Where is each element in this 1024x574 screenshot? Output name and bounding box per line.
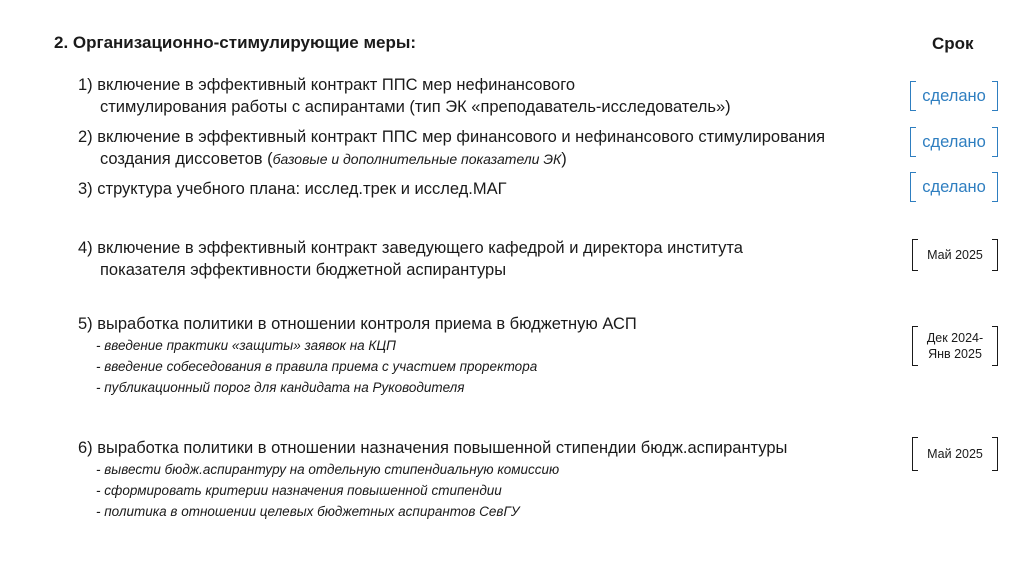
measure-item-3	[78, 178, 507, 200]
section-heading: 2. Организационно-стимулирующие меры:	[54, 33, 417, 52]
measure-item-2-line1: 2) включение в эффективный контракт ППС мер финансового и нефинансового стимулирования	[78, 128, 826, 146]
measure-item-1-line1: 1) включение в эффективный контракт ППС мер нефинансового	[78, 76, 576, 94]
measure-item-2-line2: создания диссоветов (базовые и дополнительные показатели ЭК)	[100, 150, 567, 168]
status-badge-item-3: сделано	[910, 172, 998, 202]
measure-item-5-sub-2: - введение собеседования в правила приема с участием проректора	[96, 359, 538, 374]
status-item-5-line2: Янв 2025	[928, 347, 982, 361]
status-item-5-line1: Дек 2024-	[926, 331, 984, 345]
measure-item-4-line1: 4) включение в эффективный контракт заведующего кафедрой и директора института	[78, 239, 743, 257]
measure-item-6	[78, 437, 787, 522]
measure-item-5-line1: 5) выработка политики в отношении контроля приема в бюджетную АСП	[78, 315, 637, 333]
status-badge-item-5	[912, 326, 998, 366]
deadline-column-header: Срок	[932, 34, 974, 53]
status-badge-item-4: Май 2025	[912, 239, 998, 271]
measure-item-6-sub-2: - сформировать критерии назначения повышенной стипендии	[96, 483, 502, 498]
measure-item-4-line2: показателя эффективности бюджетной аспирантуры	[100, 261, 507, 279]
measure-item-6-sub-3: - политика в отношении целевых бюджетных аспирантов СевГУ	[96, 504, 520, 519]
measure-item-6-sub-1: - вывести бюдж.аспирантуру на отдельную стипендиальную комиссию	[96, 462, 560, 477]
measure-item-5	[78, 313, 637, 398]
measure-item-4	[78, 237, 743, 281]
measure-item-1	[78, 74, 731, 118]
measure-item-2	[78, 126, 825, 170]
measure-item-1-line2: стимулирования работы с аспирантами (тип ЭК «преподаватель-исследователь»)	[100, 98, 731, 116]
status-badge-item-1: сделано	[910, 81, 998, 111]
measure-item-5-sub-3: - публикационный порог для кандидата на Руководителя	[96, 380, 465, 395]
status-badge-item-6: Май 2025	[912, 437, 998, 471]
measure-item-3-line1: 3) структура учебного плана: исслед.трек и исслед.МАГ	[78, 180, 507, 198]
measure-item-5-sub-1: - введение практики «защиты» заявок на КЦП	[96, 338, 396, 353]
measure-item-6-line1: 6) выработка политики в отношении назначения повышенной стипендии бюдж.аспирантуры	[78, 439, 788, 457]
status-badge-item-2: сделано	[910, 127, 998, 157]
